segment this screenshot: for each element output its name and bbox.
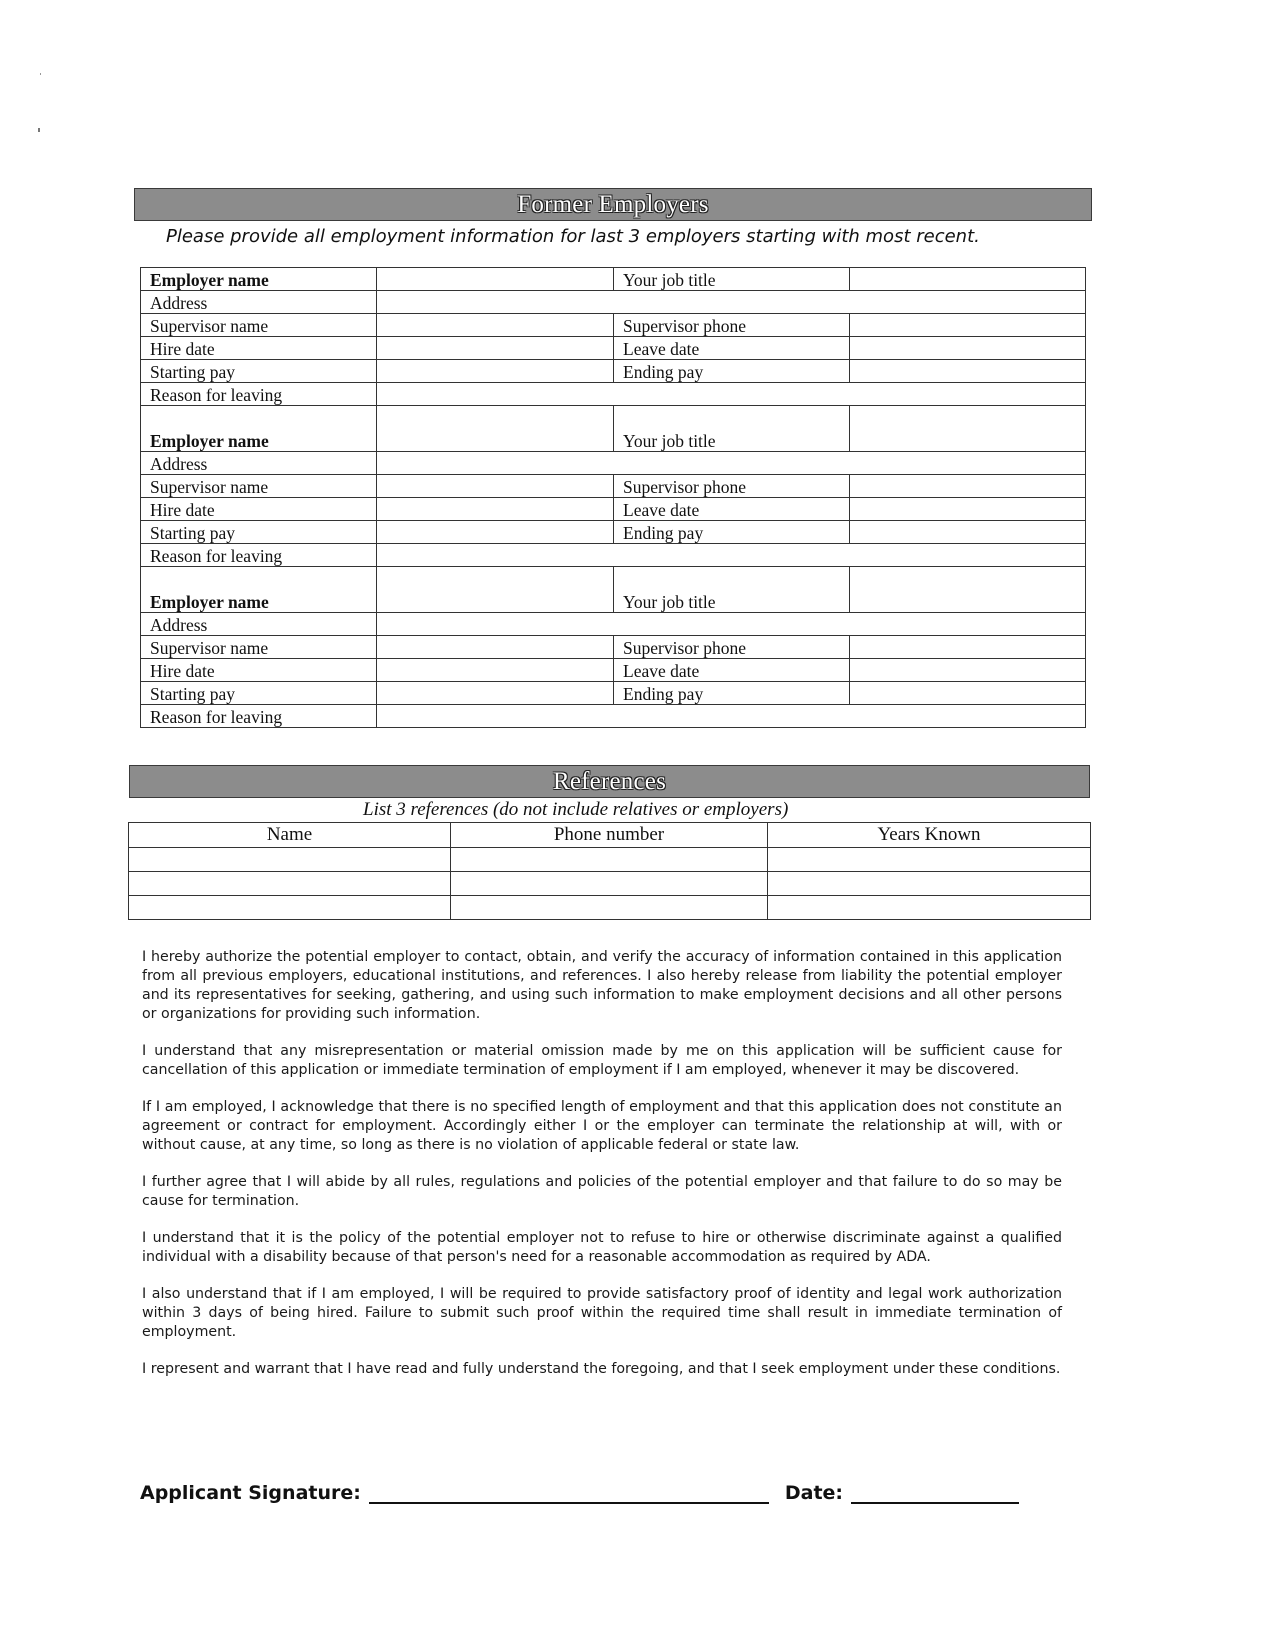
legal-paragraph-authorization: I hereby authorize the potential employer to contact, obtain, and verify the accuracy of information contained in this application from all previous employers, educational institutions, and references. I also hereby release from liability the potential employer and its representatives for seeking, gathering, and using such information to make employment decisions and all other persons or organizations for providing such information. xyxy=(142,949,1062,1022)
former-employers-table xyxy=(140,267,1086,728)
reference-phone-field[interactable] xyxy=(451,848,768,872)
address-field[interactable] xyxy=(377,452,1086,475)
references-title: References xyxy=(552,767,667,795)
employer-1-row xyxy=(141,360,1086,383)
references-col-name: Name xyxy=(129,823,451,848)
employer-2-row xyxy=(141,452,1086,475)
leave-date-field[interactable] xyxy=(850,337,1086,360)
signature-label: Applicant Signature: xyxy=(140,1482,361,1504)
job-title-field[interactable] xyxy=(850,567,1086,613)
starting-pay-field[interactable] xyxy=(377,682,614,705)
scan-speck xyxy=(40,73,41,75)
job-title-field[interactable] xyxy=(850,268,1086,291)
employer-1-row xyxy=(141,314,1086,337)
starting-pay-label: Starting pay xyxy=(141,360,377,383)
legal-paragraph-work-authorization: I also understand that if I am employed, I will be required to provide satisfactory proof of identity and legal work authorization within 3 days of being hired. Failure to submit such proof within the required time shall result in immediate termination of employment. xyxy=(142,1286,1062,1340)
starting-pay-field[interactable] xyxy=(377,521,614,544)
references-col-years: Years Known xyxy=(768,823,1091,848)
supervisor-phone-label: Supervisor phone xyxy=(614,475,850,498)
legal-paragraph-ada: I understand that it is the policy of the potential employer not to refuse to hire or otherwise discriminate against a qualified individual with a disability because of that person's need for a reasonable accommodation as required by ADA. xyxy=(142,1230,1062,1265)
hire-date-label: Hire date xyxy=(141,498,377,521)
references-table xyxy=(128,822,1091,920)
former-employers-title: Former Employers xyxy=(517,190,709,218)
employer-name-label: Employer name xyxy=(141,268,377,291)
job-title-field[interactable] xyxy=(850,406,1086,452)
reason-for-leaving-field[interactable] xyxy=(377,705,1086,728)
ending-pay-label: Ending pay xyxy=(614,682,850,705)
employer-2-row xyxy=(141,475,1086,498)
reason-for-leaving-label: Reason for leaving xyxy=(141,705,377,728)
employer-2-row xyxy=(141,544,1086,567)
supervisor-name-field[interactable] xyxy=(377,636,614,659)
hire-date-field[interactable] xyxy=(377,337,614,360)
legal-paragraph-misrepresentation: I understand that any misrepresentation or material omission made by me on this application will be sufficient cause for cancellation of this application or immediate termination of employment if I am employed, whenever it may be discovered. xyxy=(142,1043,1062,1078)
employer-3-row xyxy=(141,613,1086,636)
employer-3-row xyxy=(141,682,1086,705)
legal-paragraph-at-will: If I am employed, I acknowledge that there is no specified length of employment and that this application does not constitute an agreement or contract for employment. Accordingly either I or the employer can terminate the relationship at will, with or without cause, at any time, so long as there is no violation of applicable federal or state law. xyxy=(142,1099,1062,1153)
supervisor-name-field[interactable] xyxy=(377,475,614,498)
address-field[interactable] xyxy=(377,613,1086,636)
references-header xyxy=(129,765,1090,798)
employer-3-row xyxy=(141,636,1086,659)
starting-pay-label: Starting pay xyxy=(141,682,377,705)
former-employers-header xyxy=(134,188,1092,221)
reference-name-field[interactable] xyxy=(129,896,451,920)
former-employers-instructions: Please provide all employment information for last 3 employers starting with most recent. xyxy=(166,226,980,247)
job-title-label: Your job title xyxy=(614,268,850,291)
starting-pay-field[interactable] xyxy=(377,360,614,383)
date-label: Date: xyxy=(784,1482,844,1504)
employer-3-row xyxy=(141,705,1086,728)
employer-2-row xyxy=(141,406,1086,452)
signature-field[interactable] xyxy=(369,1482,769,1504)
employer-2-row xyxy=(141,521,1086,544)
scan-speck xyxy=(38,128,40,132)
employer-name-field[interactable] xyxy=(377,268,614,291)
employer-1-row xyxy=(141,268,1086,291)
leave-date-field[interactable] xyxy=(850,498,1086,521)
employer-3-row xyxy=(141,659,1086,682)
legal-paragraph-representation: I represent and warrant that I have read and fully understand the foregoing, and that I seek employment under these conditions. xyxy=(142,1361,1061,1377)
reference-row xyxy=(129,896,1091,920)
supervisor-phone-field[interactable] xyxy=(850,636,1086,659)
reference-phone-field[interactable] xyxy=(451,896,768,920)
signature-row xyxy=(140,1482,1019,1504)
legal-statements xyxy=(142,948,1062,1397)
reference-years-field[interactable] xyxy=(768,872,1091,896)
reference-phone-field[interactable] xyxy=(451,872,768,896)
reason-for-leaving-field[interactable] xyxy=(377,383,1086,406)
reference-name-field[interactable] xyxy=(129,848,451,872)
leave-date-label: Leave date xyxy=(614,337,850,360)
reason-for-leaving-label: Reason for leaving xyxy=(141,383,377,406)
employer-name-label: Employer name xyxy=(141,567,377,613)
job-title-label: Your job title xyxy=(614,567,850,613)
references-instructions: List 3 references (do not include relatives or employers) xyxy=(363,799,789,820)
date-field[interactable] xyxy=(851,1482,1019,1504)
employer-3-row xyxy=(141,567,1086,613)
ending-pay-field[interactable] xyxy=(850,360,1086,383)
hire-date-field[interactable] xyxy=(377,498,614,521)
hire-date-label: Hire date xyxy=(141,659,377,682)
employer-2-row xyxy=(141,498,1086,521)
employer-1-row xyxy=(141,383,1086,406)
supervisor-name-label: Supervisor name xyxy=(141,314,377,337)
ending-pay-label: Ending pay xyxy=(614,360,850,383)
supervisor-name-label: Supervisor name xyxy=(141,636,377,659)
legal-paragraph-rules: I further agree that I will abide by all rules, regulations and policies of the potential employer and that failure to do so may be cause for termination. xyxy=(142,1174,1062,1209)
supervisor-phone-field[interactable] xyxy=(850,475,1086,498)
reason-for-leaving-label: Reason for leaving xyxy=(141,544,377,567)
reason-for-leaving-field[interactable] xyxy=(377,544,1086,567)
address-field[interactable] xyxy=(377,291,1086,314)
references-col-phone: Phone number xyxy=(451,823,768,848)
ending-pay-field[interactable] xyxy=(850,682,1086,705)
reference-years-field[interactable] xyxy=(768,896,1091,920)
employer-name-field[interactable] xyxy=(377,567,614,613)
address-label: Address xyxy=(141,291,377,314)
employer-1-row xyxy=(141,337,1086,360)
starting-pay-label: Starting pay xyxy=(141,521,377,544)
employer-1-row xyxy=(141,291,1086,314)
ending-pay-label: Ending pay xyxy=(614,521,850,544)
leave-date-field[interactable] xyxy=(850,659,1086,682)
reference-row xyxy=(129,872,1091,896)
reference-years-field[interactable] xyxy=(768,848,1091,872)
job-title-label: Your job title xyxy=(614,406,850,452)
supervisor-phone-field[interactable] xyxy=(850,314,1086,337)
hire-date-field[interactable] xyxy=(377,659,614,682)
supervisor-name-field[interactable] xyxy=(377,314,614,337)
ending-pay-field[interactable] xyxy=(850,521,1086,544)
leave-date-label: Leave date xyxy=(614,498,850,521)
reference-row xyxy=(129,848,1091,872)
address-label: Address xyxy=(141,452,377,475)
leave-date-label: Leave date xyxy=(614,659,850,682)
employer-name-label: Employer name xyxy=(141,406,377,452)
address-label: Address xyxy=(141,613,377,636)
reference-name-field[interactable] xyxy=(129,872,451,896)
references-header-row xyxy=(129,823,1091,848)
supervisor-phone-label: Supervisor phone xyxy=(614,636,850,659)
employer-name-field[interactable] xyxy=(377,406,614,452)
supervisor-name-label: Supervisor name xyxy=(141,475,377,498)
hire-date-label: Hire date xyxy=(141,337,377,360)
supervisor-phone-label: Supervisor phone xyxy=(614,314,850,337)
